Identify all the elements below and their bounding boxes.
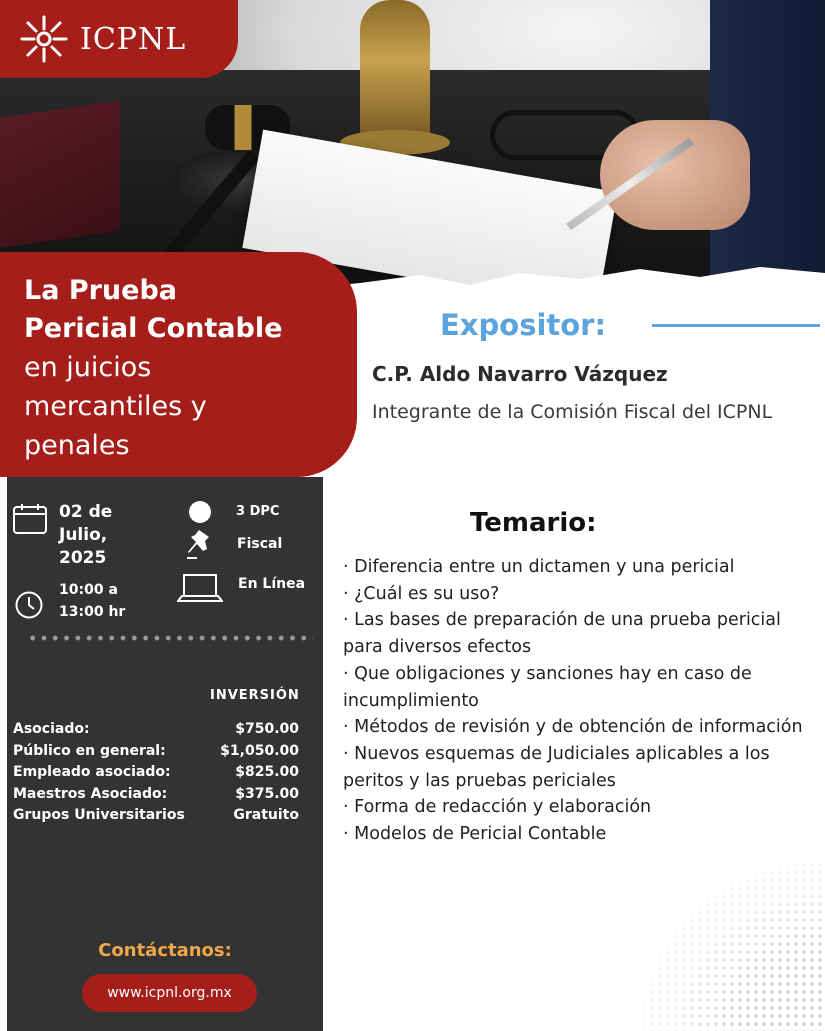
price-label: Maestros Asociado: [13, 786, 168, 802]
dotted-divider [27, 634, 313, 642]
list-item: · Las bases de preparación de una prueba pericial para diversos efectos [343, 607, 813, 660]
mode-label: En Línea [238, 576, 306, 592]
subtitle-line: mercantiles y [24, 391, 207, 422]
justice-statue-image [360, 0, 430, 150]
title-line: La Prueba [24, 275, 178, 306]
laptop-icon [177, 572, 223, 606]
date-line: Julio, [59, 525, 108, 545]
area-label: Fiscal [237, 536, 283, 552]
list-item: · Modelos de Pericial Contable [343, 821, 813, 848]
investment-title: INVERSIÓN [210, 688, 300, 703]
price-value: $750.00 [235, 721, 299, 737]
price-value: $375.00 [235, 786, 299, 802]
pin-icon [185, 527, 217, 561]
price-row [13, 807, 299, 829]
speaker-role: Integrante de la Comisión Fiscal del ICPNL [372, 401, 773, 423]
price-row [13, 764, 299, 786]
speaker-heading: Expositor: [440, 308, 607, 342]
logo-badge [0, 0, 238, 78]
heading-rule [652, 324, 820, 327]
clock-icon [14, 590, 44, 620]
contact-title: Contáctanos: [98, 940, 232, 961]
title-line: Pericial Contable [24, 313, 283, 344]
list-item: · Métodos de revisión y de obtención de información [343, 714, 813, 741]
price-label: Empleado asociado: [13, 764, 171, 780]
event-time [59, 579, 125, 623]
event-date [59, 501, 112, 570]
credits-label: 3 DPC [236, 504, 280, 519]
time-line: 10:00 a [59, 582, 118, 598]
date-line: 02 de [59, 502, 113, 522]
icpnl-logo-icon [18, 13, 70, 65]
temario-heading: Temario: [470, 508, 597, 538]
price-value: $825.00 [235, 764, 299, 780]
hand-image [600, 120, 750, 230]
time-line: 13:00 hr [59, 604, 126, 620]
website-link[interactable]: www.icpnl.org.mx [82, 974, 257, 1012]
date-line: 2025 [59, 548, 107, 568]
price-label: Asociado: [13, 721, 90, 737]
circle-icon [189, 501, 211, 523]
price-row [13, 786, 299, 808]
price-value: Gratuito [233, 807, 299, 823]
price-value: $1,050.00 [220, 743, 299, 759]
list-item: · ¿Cuál es su uso? [343, 581, 813, 608]
list-item: · Nuevos esquemas de Judiciales aplicables a los peritos y las pruebas periciales [343, 741, 813, 794]
subtitle-line: penales [24, 430, 130, 461]
calendar-icon [12, 503, 48, 535]
course-title-block [0, 252, 357, 477]
info-panel [7, 477, 323, 1031]
brand-name: ICPNL [80, 21, 187, 57]
speaker-name: C.P. Aldo Navarro Vázquez [372, 362, 668, 386]
temario-list [343, 554, 813, 848]
price-label: Público en general: [13, 743, 166, 759]
price-row [13, 743, 299, 765]
list-item: · Que obligaciones y sanciones hay en caso de incumplimiento [343, 661, 813, 714]
halftone-decoration [640, 860, 825, 1031]
price-row [13, 721, 299, 743]
list-item: · Forma de redacción y elaboración [343, 794, 813, 821]
book-image [0, 101, 120, 249]
list-item: · Diferencia entre un dictamen y una pericial [343, 554, 813, 581]
subtitle-line: en juicios [24, 352, 152, 383]
price-label: Grupos Universitarios [13, 807, 185, 823]
